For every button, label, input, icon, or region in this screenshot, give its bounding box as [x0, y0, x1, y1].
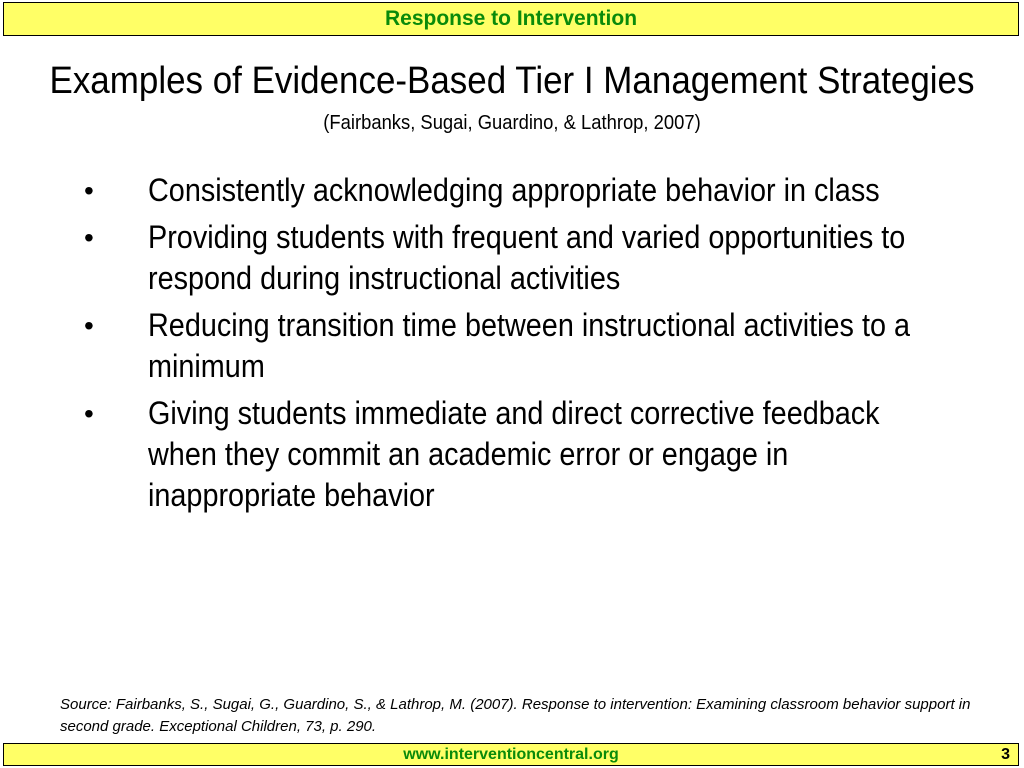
source-citation: Source: Fairbanks, S., Sugai, G., Guardino, S., & Lathrop, M. (2007). Response to intervention: Examining classroom behavior support in second grade. Exceptional Children, 73, p. 290.	[60, 696, 971, 735]
bullet-icon: •	[84, 222, 94, 253]
list-item	[84, 170, 944, 211]
slide-subtitle: (Fairbanks, Sugai, Guardino, & Lathrop, 2007)	[323, 112, 701, 134]
footer-url-link[interactable]: www.interventioncentral.org	[403, 746, 619, 763]
bullet-list	[84, 170, 944, 522]
slide-title: Examples of Evidence-Based Tier I Management Strategies	[49, 60, 975, 102]
bullet-text: Consistently acknowledging appropriate behavior in class	[148, 172, 880, 208]
bullet-text: Giving students immediate and direct corrective feedback when they commit an academic error or engage in inappropriate behavior	[148, 395, 880, 513]
list-item	[84, 217, 944, 299]
bullet-text: Providing students with frequent and varied opportunities to respond during instructional activities	[148, 219, 906, 296]
bullet-text: Reducing transition time between instructional activities to a minimum	[148, 307, 910, 384]
bullet-icon: •	[84, 175, 94, 206]
list-item	[84, 393, 944, 516]
footer-banner	[3, 743, 1019, 766]
bullet-icon: •	[84, 310, 94, 341]
banner-title: Response to Intervention	[384, 7, 638, 30]
bullet-icon: •	[84, 398, 94, 429]
list-item	[84, 305, 944, 387]
page-number: 3	[1001, 746, 1010, 763]
header-banner	[3, 2, 1019, 36]
